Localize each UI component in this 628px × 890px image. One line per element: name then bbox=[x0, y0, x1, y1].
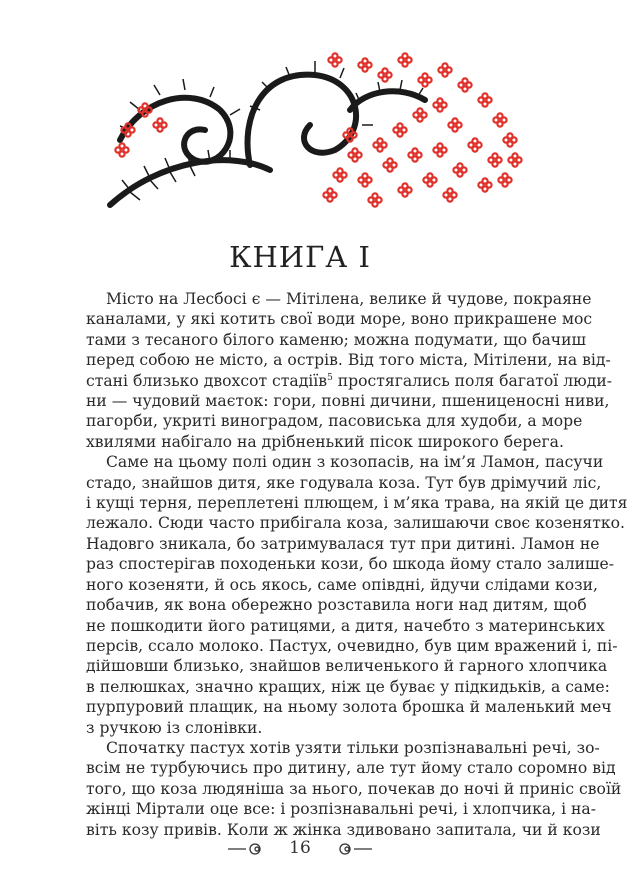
text-line: каналами, у які котить свої води море, воно прикрашене мос bbox=[86, 310, 593, 329]
chapter-title: КНИГА I bbox=[229, 240, 371, 274]
text-line: Саме на цьому полі один з козопасів, на ім’я Ламон, пасучи bbox=[106, 453, 604, 472]
text-line: ного козеняти, й ось якось, саме опівдні, йдучи слідами кози, bbox=[86, 575, 598, 594]
text-line: Місто на Лесбосі є — Мітілена, велике й чудове, покраяне bbox=[106, 290, 592, 308]
flower-petal bbox=[153, 122, 158, 127]
flower-petal bbox=[138, 107, 143, 112]
text-line: всім не турбуючись про дитину, але тут йому стало соромно від bbox=[86, 759, 616, 778]
flower-petal bbox=[393, 127, 398, 132]
flower-petal bbox=[503, 137, 508, 142]
flower-petal bbox=[468, 142, 473, 147]
flower-petal bbox=[488, 157, 493, 162]
flower-petal bbox=[373, 142, 378, 147]
text-line: пурпуровий плащик, на ньому золота брошка й маленький меч bbox=[86, 698, 612, 717]
text-line: раз спостерігав походеньки кози, бо шкода йому стало залише- bbox=[86, 555, 615, 574]
text-line: Надовго зникала, бо затримувалася тут при дитині. Ламон не bbox=[86, 534, 600, 553]
text-fragment: стані близько двохсот стадіїв bbox=[86, 371, 328, 390]
flower-petal bbox=[115, 147, 120, 152]
flower-petal bbox=[448, 122, 453, 127]
flower-petal bbox=[413, 112, 418, 117]
flower-petal bbox=[498, 177, 503, 182]
text-line: тами з тесаного білого каменю; можна подумати, що бачиш bbox=[86, 330, 586, 349]
flower-petal bbox=[358, 177, 363, 182]
flower-petal bbox=[418, 77, 423, 82]
body-text bbox=[86, 289, 628, 840]
left-flourish-icon bbox=[228, 842, 272, 856]
flower-petal bbox=[408, 152, 413, 157]
fern-leaves-icon bbox=[120, 61, 423, 200]
flower-petal bbox=[368, 197, 373, 202]
text-line: того, що коза людяніша за нього, почекав до ночі й приніс своїй bbox=[86, 779, 622, 798]
text-line: перед собою не місто, а острів. Від того міста, Мітілени, на від- bbox=[86, 351, 611, 370]
flower-petal bbox=[433, 147, 438, 152]
text-line: побачив, як вона обережно розставила ноги над дитям, щоб bbox=[86, 596, 587, 615]
flower-petal bbox=[328, 57, 333, 62]
text-line: лежало. Сюди часто прибігала коза, залишаючи своє козенятко. bbox=[86, 514, 625, 533]
paragraph-3 bbox=[86, 738, 622, 840]
text-line: з ручкою із слонівки. bbox=[86, 718, 263, 737]
text-line: ни — чудовий маєток: гори, повні дичини, пшениценосні ниви, bbox=[86, 392, 610, 411]
flower-petal bbox=[333, 172, 338, 177]
flower-petal bbox=[433, 102, 438, 107]
text-line: хвилями набігало на дрібненький пісок широкого берега. bbox=[86, 432, 564, 451]
page-number: 16 bbox=[289, 838, 311, 858]
text-line: і кущі терня, переплетені плющем, і м’яка трава, на якій це дитя bbox=[86, 494, 628, 513]
flower-petal bbox=[358, 62, 363, 67]
flower-petal bbox=[478, 182, 483, 187]
text-fragment: простягались поля багатої люди- bbox=[332, 371, 612, 390]
text-line: віть козу привів. Коли ж жінка здивовано запитала, чи й кози bbox=[86, 820, 601, 839]
flower-petal bbox=[383, 162, 388, 167]
flower-petal bbox=[453, 167, 458, 172]
text-line: в пелюшках, значно кращих, ніж це буває у підкидьків, а саме: bbox=[86, 677, 610, 696]
paragraph-2 bbox=[86, 452, 628, 738]
flower-petal bbox=[508, 157, 513, 162]
text-line: стадо, знайшов дитя, яке годувала коза. Тут був дрімучий ліс, bbox=[86, 473, 602, 492]
flower-petal bbox=[378, 72, 383, 77]
text-line bbox=[86, 371, 612, 391]
flower-petal bbox=[398, 57, 403, 62]
flower-petal bbox=[493, 117, 498, 122]
flower-petal bbox=[348, 152, 353, 157]
flower-petal bbox=[343, 132, 348, 137]
text-line: дійшовши близько, знайшов величенького й гарного хлопчика bbox=[86, 657, 608, 676]
page-footer bbox=[0, 838, 600, 858]
flower-petal bbox=[458, 82, 463, 87]
flower-petal bbox=[443, 192, 448, 197]
right-flourish-icon bbox=[328, 842, 372, 856]
text-line: персів, ссало молоко. Пастух, очевидно, був цим вражений і, пі- bbox=[86, 636, 618, 655]
footnote-mark[interactable]: 5 bbox=[327, 372, 333, 383]
flower-petal bbox=[398, 187, 403, 192]
paragraph-1 bbox=[86, 289, 612, 452]
flower-petal bbox=[323, 192, 328, 197]
flower-petal bbox=[478, 97, 483, 102]
text-line: пагорби, укриті виноградом, пасовиська для худоби, а море bbox=[86, 412, 583, 431]
flower-petal bbox=[438, 67, 443, 72]
header-ornament bbox=[100, 40, 520, 210]
text-line: жінці Міртали оце все: і розпізнавальні речі, і хлопчика, і на- bbox=[86, 800, 596, 819]
text-line: не пошкодити його ратицями, а дитя, начебто з материнських bbox=[86, 616, 605, 635]
text-line: Спочатку пастух хотів узяти тільки розпізнавальні речі, зо- bbox=[106, 738, 600, 757]
flower-petal bbox=[423, 177, 428, 182]
